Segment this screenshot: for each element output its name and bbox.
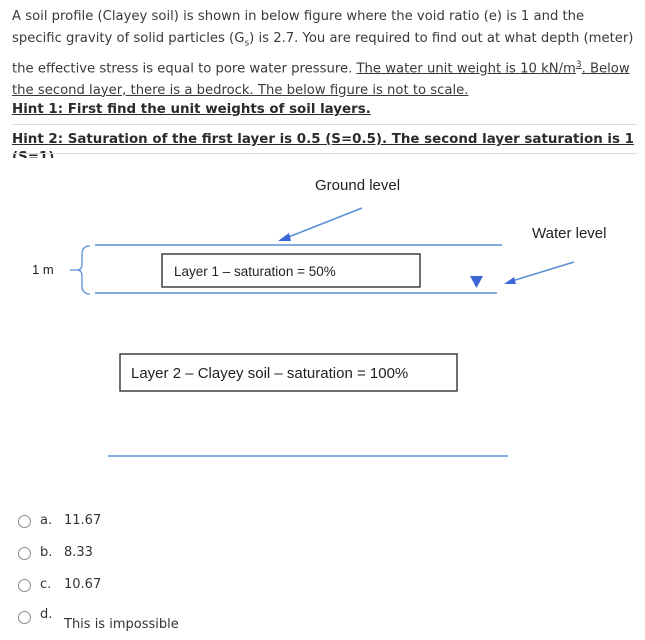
option-a-radio[interactable] (18, 515, 31, 528)
divider (12, 124, 637, 125)
question-line-2: specific gravity of solid particles $(G_s)$ is 2.7. You are required to find out at what depth (meter) (12, 30, 634, 49)
soil-profile-diagram (12, 158, 635, 482)
option-text: 8.33 (64, 545, 93, 560)
option-letter: a. (40, 513, 53, 528)
question-text (12, 6, 637, 101)
ground-level-arrowhead (278, 233, 291, 241)
hint-2: Hint 2: Saturation of the first layer is 0.5 (S=0.5). The second layer saturation is 1 (12, 132, 634, 147)
option-c-radio[interactable] (18, 579, 31, 592)
depth-label: 1 m (32, 262, 54, 277)
option-letter: b. (40, 545, 53, 560)
depth-brace (77, 246, 90, 294)
layer-2-label: Layer 2 – Clayey soil – saturation = 100% (131, 365, 409, 382)
option-letter: d. (40, 607, 53, 622)
ground-level-label: Ground level (315, 177, 401, 194)
soil-profile-figure (12, 158, 635, 482)
water-level-triangle-icon (470, 276, 483, 288)
hint-1: Hint 1: First find the unit weights of soil layers. (12, 102, 371, 117)
option-text: 10.67 (64, 577, 102, 592)
water-level-arrow (512, 262, 574, 281)
option-b-radio[interactable] (18, 547, 31, 560)
option-letter: c. (40, 577, 52, 592)
option-d-radio[interactable] (18, 611, 31, 624)
ground-level-arrow (286, 208, 362, 238)
layer-1-label: Layer 1 – saturation = 50% (174, 264, 336, 279)
water-level-label: Water level (532, 225, 607, 242)
question-line-1: A soil profile (Clayey soil) is shown in below figure where the void ratio (e) is 1 and the (12, 9, 585, 24)
question-line-3: the effective stress is equal to pore water pressure. The water unit weight is 10 $kN/m^3$. Below (12, 59, 630, 77)
divider (12, 153, 637, 154)
water-level-arrowhead (504, 277, 516, 284)
option-text: 11.67 (64, 513, 102, 528)
question-line-4: the second layer, there is a bedrock. The below figure is not to scale. (12, 82, 469, 98)
option-text: This is impossible (64, 617, 179, 632)
